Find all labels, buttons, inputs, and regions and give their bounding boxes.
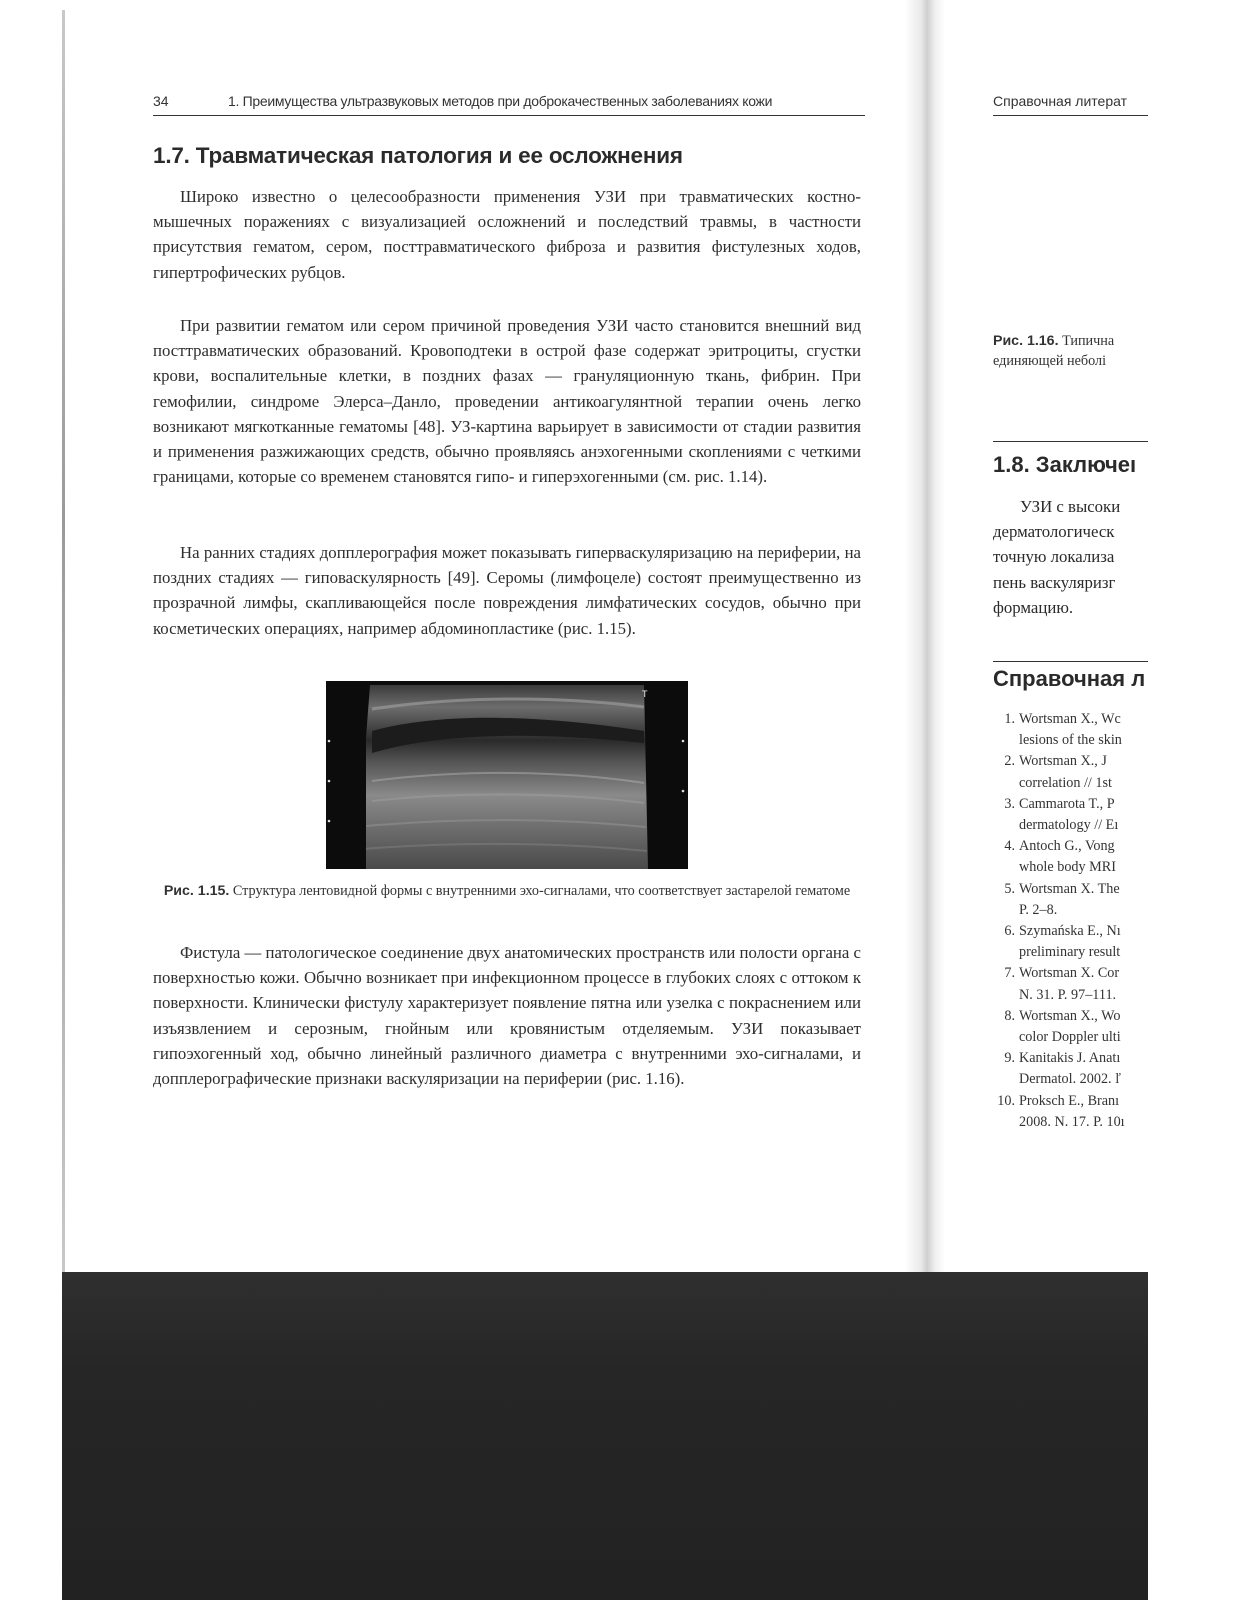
figure-marker: T	[642, 689, 648, 699]
running-title: 1. Преимущества ультразвуковых методов при доброкачественных заболеваниях кожи	[228, 93, 773, 109]
reference-item: 4. Antoch G., Vong whole body MRI	[1004, 838, 1116, 876]
figure-caption	[993, 331, 1148, 371]
page-number: 34	[153, 93, 169, 109]
reference-item: 8. Wortsman X., Wo color Doppler ulti	[1004, 1007, 1121, 1046]
reference-item: 10. Proksch E., Branı 2008. N. 17. P. 10ı	[997, 1092, 1125, 1130]
text-line: формацию.	[993, 597, 1074, 617]
references-heading: Справочная л	[993, 661, 1148, 702]
reference-item: 1. Wortsman X., Wc lesions of the skin	[1004, 711, 1122, 749]
running-head	[993, 91, 1148, 116]
right-page	[993, 0, 1148, 1270]
caption-label: Рис. 1.16.	[993, 333, 1059, 349]
text-line: пень васкуляризг	[993, 572, 1116, 592]
running-head	[153, 91, 865, 116]
running-title: Справочная литерат	[993, 93, 1128, 109]
ultrasound-figure	[326, 681, 688, 869]
reference-item: 9. Kanitakis J. Anatı Dermatol. 2002. ľ	[1004, 1050, 1121, 1088]
section-heading: 1.8. Заключеı	[993, 441, 1148, 488]
reference-list	[993, 709, 1148, 1133]
conclusion-text	[993, 494, 1148, 620]
paragraph: Фистула — патологическое соединение двух анатомических пространств или полости органа с поверхностью кожи. Обычно возникает при инфекционном процессе в глубоких слоях с оттоком к поверхности. Клинически фистулу характеризует появление пятна или узелка с покраснением или изъязвлением и серозным, гнойным или кровянистым отделяемым. УЗИ показывает гипоэхогенный ход, обычно линейный различного диаметра с внутренними эхо-сигналами, и допплерографические признаки васкуляризации на периферии (рис. 1.16).	[153, 943, 861, 1089]
text-line: УЗИ с высоки	[1020, 497, 1121, 516]
text-line: дерматологическ	[993, 522, 1115, 542]
paragraph: При развитии гематом или сером причиной проведения УЗИ часто становится внешний вид посттравматических образований. Кровоподтеки в острой фазе содержат эритроциты, сгустки крови, воспалительные клетки, в поздних фазах — грануляционную ткань, фибрин. При гемофилии, синдроме Элерса–Данло, проведении антикоагулянтной терапии очень легко возникают мягкотканные гематомы [48]. УЗ-картина варьирует в зависимости от стадии развития и применения разжижающих средств, обычно проявляясь анэхогенными скоплениями с четкими границами, которые со временем становятся гипо- и гиперэхогенными (см. рис. 1.14).	[153, 316, 861, 487]
paragraph: На ранних стадиях допплерография может показывать гиперваскуляризацию на периферии, на поздних стадиях — гиповаскулярность [49]. Серомы (лимфоцеле) состоят преимущественно из прозрачной лимфы, скапливающейся после повреждения лимфатических сосудов, обычно при косметических операциях, например абдоминопластике (рис. 1.15).	[153, 543, 861, 638]
section-heading: 1.7. Травматическая патология и ее осложнения	[153, 143, 683, 168]
reference-item: 3. Cammarota T., P dermatology // Eı	[1004, 795, 1119, 834]
scan-edge	[62, 10, 65, 1280]
scanner-background	[62, 1272, 1148, 1600]
reference-item: 2. Wortsman X., J correlation // 1st	[1004, 753, 1112, 791]
figure-caption	[153, 881, 861, 901]
caption-text: Типична	[1062, 333, 1115, 349]
caption-label: Рис. 1.15.	[163, 883, 230, 899]
reference-item: 5. Wortsman X. The P. 2–8.	[1004, 880, 1120, 918]
paragraph: Широко известно о целесообразности применения УЗИ при травматических костно-мышечных поражениях с визуализацией осложнений и последствий травмы, в частности присутствия гематом, сером, посттравматического фиброза и развития фистулезных ходов, гипертрофических рубцов.	[153, 187, 861, 282]
reference-item: 6. Szymańska E., Nı preliminary result	[1004, 923, 1121, 961]
caption-text: единяющей неболі	[993, 353, 1107, 369]
book-gutter	[905, 0, 945, 1280]
reference-item: 7. Wortsman X. Cor N. 31. P. 97–111.	[1004, 965, 1120, 1003]
text-line: точную локализа	[993, 547, 1115, 567]
caption-text: Структура лентовидной формы с внутренними эхо-сигналами, что соответствует застарелой гематоме	[232, 883, 851, 899]
scan-margin	[1148, 0, 1237, 1600]
